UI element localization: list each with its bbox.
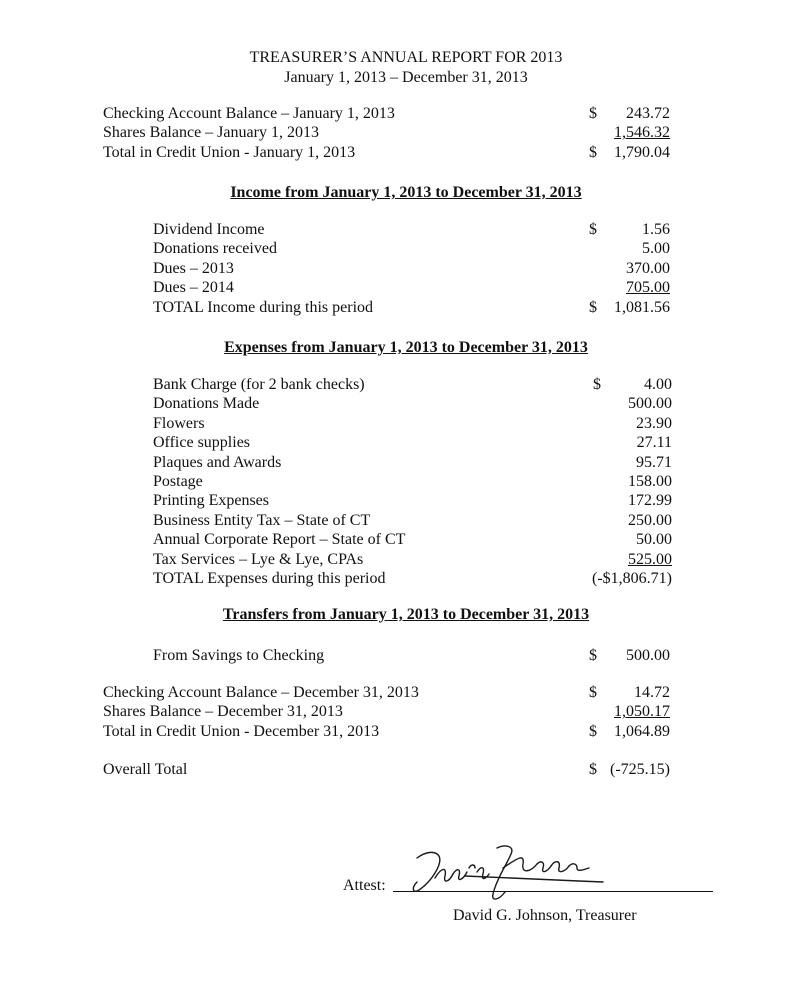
currency-symbol: $ <box>589 143 597 161</box>
row-amount: 1,790.04 <box>614 143 670 161</box>
ledger-row <box>153 239 670 258</box>
currency-symbol: $ <box>589 761 597 778</box>
row-label: Business Entity Tax – State of CT <box>153 511 371 529</box>
income-list <box>153 220 670 317</box>
row-amount: 250.00 <box>628 511 672 529</box>
row-label: Dues – 2014 <box>153 279 234 297</box>
row-amount: 14.72 <box>634 684 670 701</box>
row-label: Checking Account Balance – January 1, 2013 <box>103 105 395 122</box>
row-amount: 1.56 <box>642 221 670 238</box>
row-amount: (-$1,806.71) <box>592 569 672 587</box>
currency-symbol: $ <box>589 221 597 238</box>
ledger-row <box>103 683 670 702</box>
row-label: Printing Expenses <box>153 492 269 510</box>
signer-name: David G. Johnson, Treasurer <box>453 907 637 924</box>
currency-symbol: $ <box>589 105 597 122</box>
row-label: Total in Credit Union - January 1, 2013 <box>103 143 356 161</box>
income-heading: Income from January 1, 2013 to December 31, 2013 <box>230 184 582 201</box>
row-amount: 243.72 <box>626 105 670 122</box>
row-amount: 1,546.32 <box>614 124 670 142</box>
row-label: From Savings to Checking <box>153 647 325 664</box>
currency-symbol: $ <box>593 376 601 393</box>
attest-label: Attest: <box>343 877 386 894</box>
ledger-row <box>103 722 670 741</box>
row-amount: 1,064.89 <box>614 722 670 740</box>
ledger-row <box>153 472 672 491</box>
row-label: Checking Account Balance – December 31, 2013 <box>103 684 419 701</box>
ledger-row <box>153 550 672 569</box>
ledger-row <box>103 760 670 779</box>
ledger-row <box>153 375 672 394</box>
ledger-row <box>103 123 670 142</box>
ledger-row <box>153 453 672 472</box>
row-label: Overall Total <box>103 761 188 778</box>
overall-total <box>103 760 670 779</box>
row-label: Donations Made <box>153 395 260 413</box>
opening-balances <box>103 104 670 162</box>
row-amount: 1,081.56 <box>614 298 670 316</box>
row-amount: 158.00 <box>628 472 672 490</box>
ledger-row <box>153 511 672 530</box>
ledger-row <box>153 278 670 297</box>
row-amount: 95.71 <box>636 453 672 471</box>
currency-symbol: $ <box>589 684 597 701</box>
row-label: Total in Credit Union - December 31, 2013 <box>103 722 380 740</box>
row-label: TOTAL Expenses during this period <box>153 569 386 587</box>
row-amount: 23.90 <box>636 414 672 432</box>
row-label: Office supplies <box>153 434 251 452</box>
ledger-row <box>153 414 672 433</box>
row-amount: 5.00 <box>642 240 670 258</box>
row-label: Bank Charge (for 2 bank checks) <box>153 376 365 393</box>
ledger-row <box>153 298 670 317</box>
row-label: Dues – 2013 <box>153 259 234 277</box>
row-label: Flowers <box>153 414 205 432</box>
ledger-row <box>153 530 672 549</box>
row-label: Plaques and Awards <box>153 453 282 471</box>
row-amount: 500.00 <box>628 395 672 413</box>
row-amount: 27.11 <box>636 434 672 452</box>
row-amount: 525.00 <box>628 550 672 568</box>
row-amount: 500.00 <box>626 647 670 664</box>
expenses-list <box>153 375 672 588</box>
row-label: Annual Corporate Report – State of CT <box>153 531 406 549</box>
row-amount: 705.00 <box>626 279 670 297</box>
expenses-heading: Expenses from January 1, 2013 to December 31, 2013 <box>224 339 588 356</box>
row-amount: 172.99 <box>628 492 672 510</box>
ledger-row <box>153 433 672 452</box>
ledger-row <box>103 104 670 123</box>
row-label: Tax Services – Lye & Lye, CPAs <box>153 550 364 568</box>
ledger-row <box>153 491 672 510</box>
handwritten-signature <box>405 838 605 910</box>
ledger-row <box>103 702 670 721</box>
row-label: TOTAL Income during this period <box>153 298 374 316</box>
row-amount: 4.00 <box>644 376 672 393</box>
row-amount: (-725.15) <box>610 761 670 778</box>
ledger-row <box>153 220 670 239</box>
ledger-row <box>103 143 670 162</box>
row-label: Shares Balance – January 1, 2013 <box>103 124 319 142</box>
ledger-row <box>153 646 670 665</box>
transfers-heading: Transfers from January 1, 2013 to December 31, 2013 <box>222 606 590 623</box>
row-label: Donations received <box>153 240 277 258</box>
report-title: TREASURER’S ANNUAL REPORT FOR 2013 <box>249 49 563 66</box>
row-label: Postage <box>153 472 203 490</box>
row-amount: 50.00 <box>636 531 672 549</box>
currency-symbol: $ <box>589 722 597 740</box>
currency-symbol: $ <box>589 298 597 316</box>
currency-symbol: $ <box>589 647 597 664</box>
report-period: January 1, 2013 – December 31, 2013 <box>284 69 528 86</box>
row-amount: 1,050.17 <box>614 703 670 721</box>
transfers-list <box>153 646 670 665</box>
ledger-row <box>153 569 672 588</box>
ledger-row <box>153 259 670 278</box>
closing-balances <box>103 683 670 741</box>
row-label: Shares Balance – December 31, 2013 <box>103 703 343 721</box>
ledger-row <box>153 394 672 413</box>
row-amount: 370.00 <box>626 259 670 277</box>
row-label: Dividend Income <box>153 221 265 238</box>
